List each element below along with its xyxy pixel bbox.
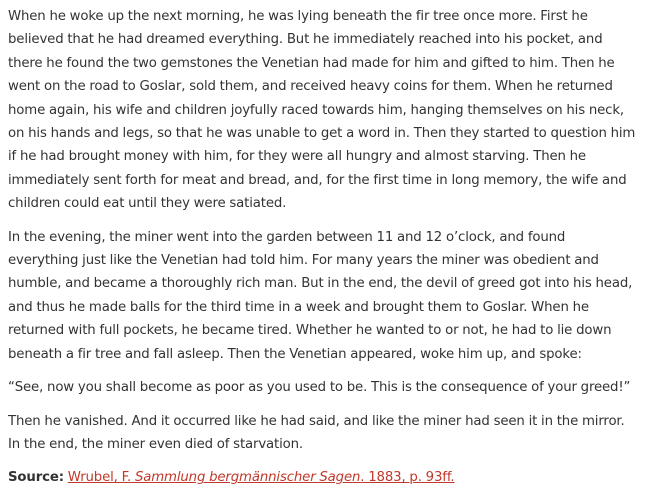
source-author: Wrubel, F. (67, 470, 132, 486)
source-link[interactable] (68, 470, 455, 485)
paragraph-2: In the evening, the miner went into the garden between 11 and 12 o’clock, and found everything just like the Venetian had told him. For many years the miner was obedient and humble, and became a thoroughly rich man. But in the end, the devil of greed got into his head, and thus he made balls for the third time in a week and brought them to Goslar. When he returned with full pockets, he became tired. Whether he wanted to or not, he had to lie down beneath a fir tree and fall asleep. Then the Venetian appeared, woke him up, and spoke: (8, 229, 633, 362)
source-label: Source: (8, 470, 64, 486)
source-title: Sammlung bergmännischer Sagen (134, 470, 361, 486)
source-line (8, 466, 639, 489)
paragraph-4: Then he vanished. And it occurred like he had said, and like the miner had seen it in the mirror. In the end, the miner even died of starvation. (8, 413, 625, 452)
source-details: . 1883, p. 93ff. (360, 470, 455, 486)
paragraph-3: “See, now you shall become as poor as you used to be. This is the consequence of your greed!” (8, 380, 631, 396)
paragraph-1: When he woke up the next morning, he was lying beneath the fir tree once more. First he believed that he had dreamed everything. But he immediately reached into his pocket, and there he found the two gemstones the Venetian had made for him and gifted to him. Then he went on the road to Goslar, sold them, and received heavy coins for them. When he returned home again, his wife and children joyfully raced towards him, hanging themselves on his neck, on his hands and legs, so that he was unable to get a word in. Then they started to question him if he had brought money with him, for they were all hungry and almost starving. Then he immediately sent forth for meat and bread, and, for the first time in long memory, the wife and children could eat until they were satiated. (8, 9, 636, 212)
